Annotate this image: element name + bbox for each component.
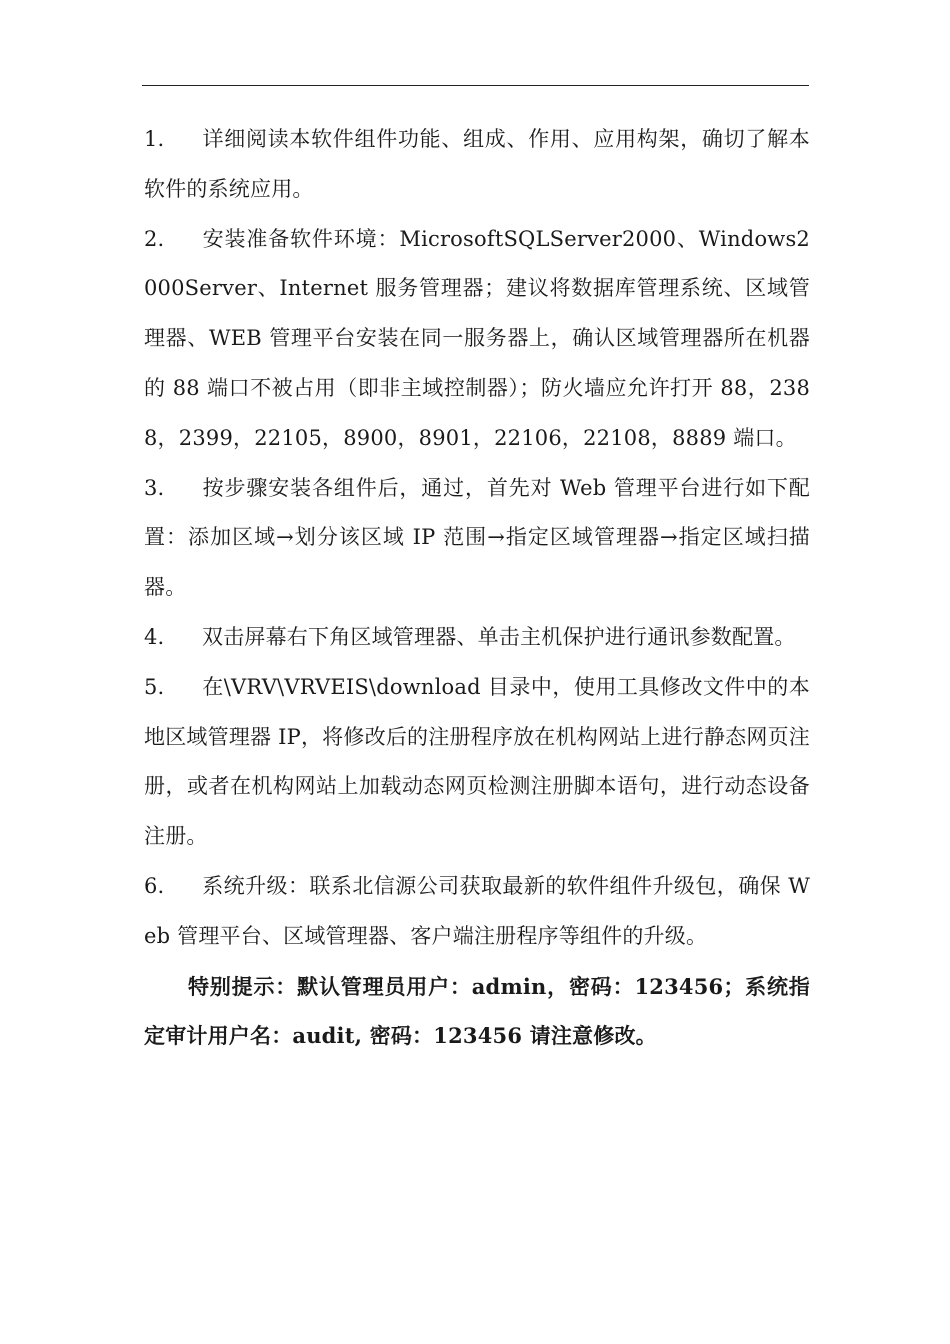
item-text: 双击屏幕右下角区域管理器、单击主机保护进行通讯参数配置。 [202,624,796,649]
list-item [144,115,810,215]
list-item [144,663,810,862]
special-notice: 特别提示：默认管理员用户：admin，密码：123456；系统指定审计用户名：audit, 密码：123456 请注意修改。 [144,973,810,1049]
item-number: 4. [144,624,165,649]
item-number: 3. [144,475,165,500]
list-item [144,613,810,663]
list-item [144,464,810,613]
header-rule [142,85,809,86]
item-number: 2. [144,226,165,251]
item-number: 6. [144,873,165,898]
item-text: 安装准备软件环境：MicrosoftSQLServer2000、Windows2000Server、Internet 服务管理器；建议将数据库管理系统、区域管理器、WEB 管理平台安装在同一服务器上，确认区域管理器所在机器的 88 端口不被占用（即非主域控制器）；防火墙应允许打开 88，2388，2399，22105，8900，8901，22106，22108，8889 端口。 [144,226,810,450]
item-text: 详细阅读本软件组件功能、组成、作用、应用构架，确切了解本软件的系统应用。 [144,127,810,201]
document-body [144,115,810,1061]
item-number: 5. [144,674,165,699]
list-item [144,862,810,962]
item-text: 系统升级：联系北信源公司获取最新的软件组件升级包，确保 Web 管理平台、区域管理器、客户端注册程序等组件的升级。 [144,873,810,948]
item-text: 按步骤安装各组件后，通过，首先对 Web 管理平台进行如下配置：添加区域→划分该区域 IP 范围→指定区域管理器→指定区域扫描器。 [144,475,810,600]
item-number: 1. [144,127,165,151]
list-item [144,215,810,464]
item-text: 在\VRV\VRVEIS\download 目录中，使用工具修改文件中的本地区域管理器 IP，将修改后的注册程序放在机构网站上进行静态网页注册，或者在机构网站上加载动态网页检测注册脚本语句，进行动态设备注册。 [144,674,810,849]
